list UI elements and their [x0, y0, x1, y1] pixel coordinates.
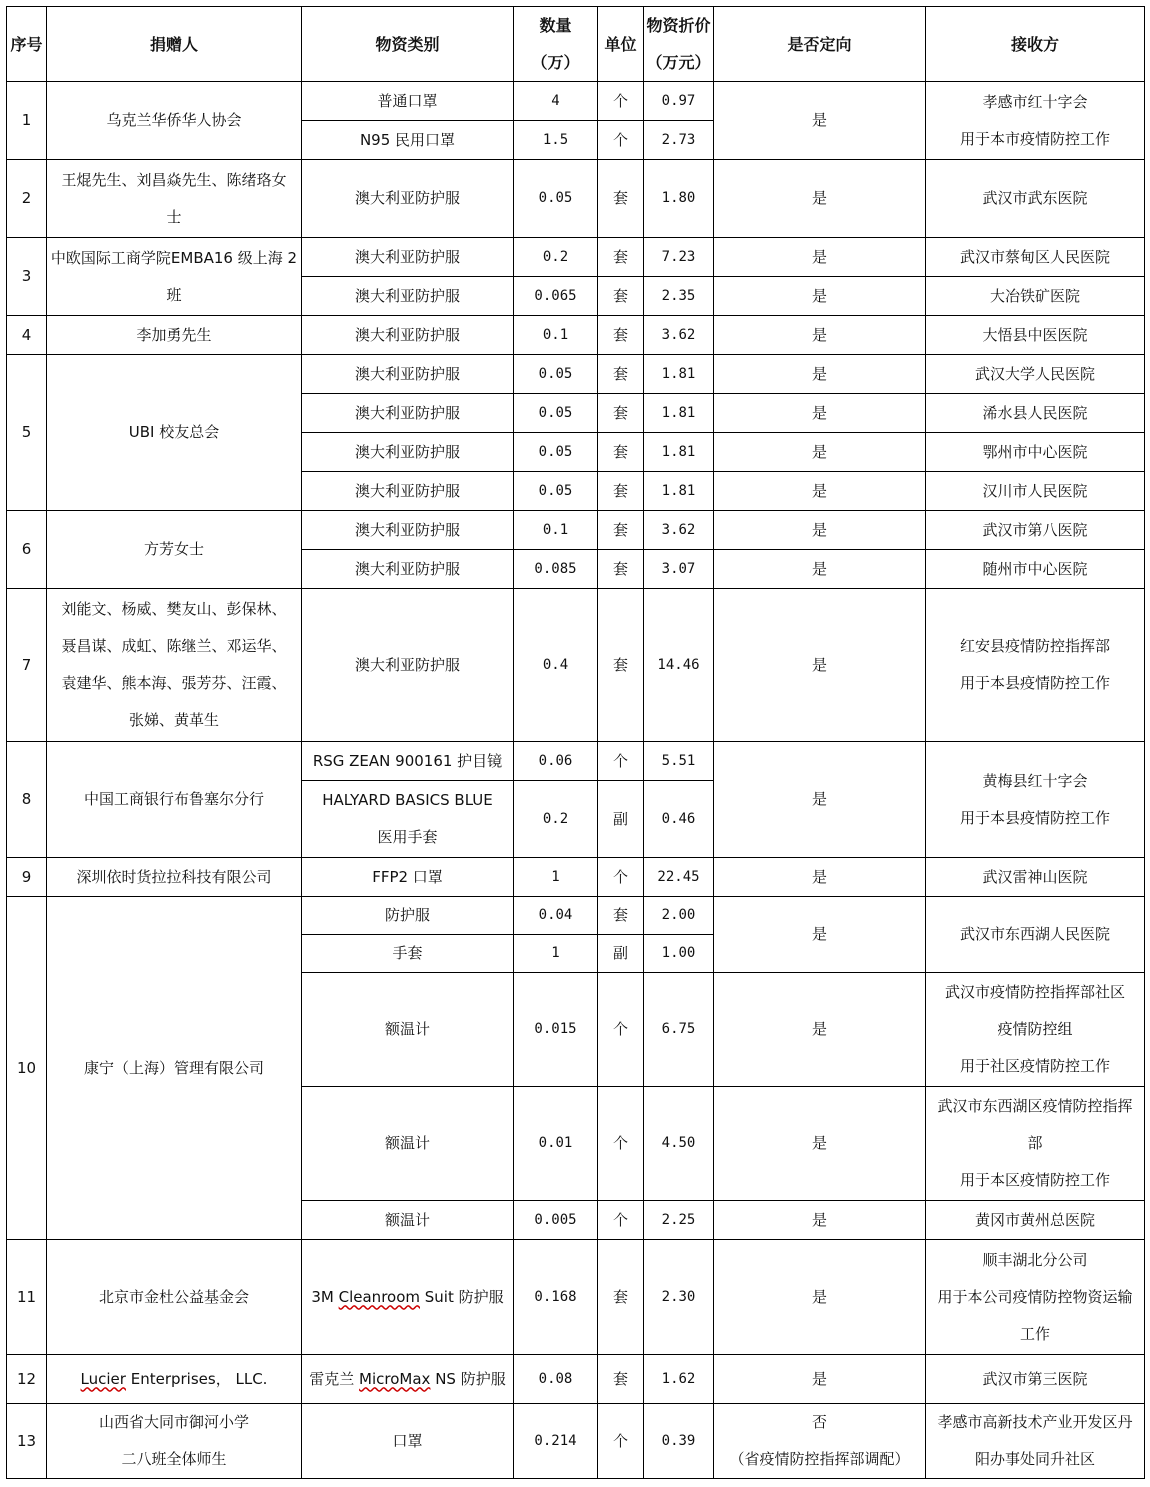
unit-cell: 套: [598, 472, 644, 511]
donor-cell: 王焜先生、刘昌焱先生、陈绪珞女 士: [47, 160, 302, 238]
category-cell: N95 民用口罩: [302, 121, 514, 160]
value-cell: 14.46: [644, 589, 714, 742]
value-cell: 2.35: [644, 277, 714, 316]
unit-cell: 个: [598, 1404, 644, 1479]
value-cell: 2.73: [644, 121, 714, 160]
unit-cell: 套: [598, 511, 644, 550]
donor-cell: 康宁（上海）管理有限公司: [47, 897, 302, 1240]
recipient-cell: 浠水县人民医院: [926, 394, 1145, 433]
table-row: [7, 1404, 1145, 1479]
seq-cell: 9: [7, 858, 47, 897]
unit-cell: 个: [598, 973, 644, 1087]
quantity-cell: 1: [514, 858, 598, 897]
donor-cell: 中欧国际工商学院EMBA16 级上海 2 班: [47, 238, 302, 316]
seq-cell: 12: [7, 1355, 47, 1404]
header-directed: 是否定向: [714, 7, 926, 82]
recipient-cell: 武汉市疫情防控指挥部社区 疫情防控组 用于社区疫情防控工作: [926, 973, 1145, 1087]
quantity-cell: 0.065: [514, 277, 598, 316]
category-cell: 澳大利亚防护服: [302, 511, 514, 550]
category-cell: 澳大利亚防护服: [302, 550, 514, 589]
value-cell: 2.30: [644, 1240, 714, 1355]
quantity-cell: 0.4: [514, 589, 598, 742]
table-row: [7, 1355, 1145, 1404]
unit-cell: 副: [598, 781, 644, 858]
donor-cell: UBI 校友总会: [47, 355, 302, 511]
seq-cell: 11: [7, 1240, 47, 1355]
unit-cell: 套: [598, 550, 644, 589]
value-cell: 2.00: [644, 897, 714, 935]
value-cell: 6.75: [644, 973, 714, 1087]
donation-table: [6, 6, 1145, 1479]
table-row: [7, 742, 1145, 781]
recipient-cell: 武汉雷神山医院: [926, 858, 1145, 897]
value-cell: 3.62: [644, 316, 714, 355]
directed-cell: 是: [714, 433, 926, 472]
value-cell: 4.50: [644, 1087, 714, 1201]
seq-cell: 1: [7, 82, 47, 160]
table-row: [7, 160, 1145, 238]
table-row: [7, 82, 1145, 121]
quantity-cell: 0.04: [514, 897, 598, 935]
quantity-cell: 0.005: [514, 1201, 598, 1240]
recipient-cell: 红安县疫情防控指挥部 用于本县疫情防控工作: [926, 589, 1145, 742]
recipient-cell: 鄂州市中心医院: [926, 433, 1145, 472]
recipient-cell: 黄冈市黄州总医院: [926, 1201, 1145, 1240]
directed-cell: 否 （省疫情防控指挥部调配）: [714, 1404, 926, 1479]
unit-cell: 套: [598, 433, 644, 472]
directed-cell: 是: [714, 1355, 926, 1404]
quantity-cell: 0.05: [514, 433, 598, 472]
seq-cell: 6: [7, 511, 47, 589]
quantity-cell: 0.05: [514, 472, 598, 511]
quantity-cell: 0.08: [514, 1355, 598, 1404]
category-cell: 雷克兰 MicroMax NS 防护服: [302, 1355, 514, 1404]
quantity-cell: 0.214: [514, 1404, 598, 1479]
value-cell: 1.80: [644, 160, 714, 238]
value-cell: 22.45: [644, 858, 714, 897]
directed-cell: 是: [714, 550, 926, 589]
directed-cell: 是: [714, 973, 926, 1087]
value-cell: 0.39: [644, 1404, 714, 1479]
header-quantity: 数量 （万）: [514, 7, 598, 82]
donor-cell: 深圳依时货拉拉科技有限公司: [47, 858, 302, 897]
unit-cell: 个: [598, 1201, 644, 1240]
value-cell: 0.97: [644, 82, 714, 121]
directed-cell: 是: [714, 160, 926, 238]
category-cell: 口罩: [302, 1404, 514, 1479]
category-cell: 额温计: [302, 973, 514, 1087]
header-seq: 序号: [7, 7, 47, 82]
unit-cell: 套: [598, 394, 644, 433]
header-unit: 单位: [598, 7, 644, 82]
donor-cell: 乌克兰华侨华人协会: [47, 82, 302, 160]
table-row: [7, 589, 1145, 742]
category-cell: 澳大利亚防护服: [302, 160, 514, 238]
recipient-cell: 大悟县中医医院: [926, 316, 1145, 355]
category-cell: 澳大利亚防护服: [302, 433, 514, 472]
unit-cell: 个: [598, 742, 644, 781]
value-cell: 7.23: [644, 238, 714, 277]
directed-cell: 是: [714, 82, 926, 160]
unit-cell: 套: [598, 1240, 644, 1355]
unit-cell: 套: [598, 1355, 644, 1404]
directed-cell: 是: [714, 742, 926, 858]
recipient-cell: 大冶铁矿医院: [926, 277, 1145, 316]
value-cell: 1.62: [644, 1355, 714, 1404]
recipient-cell: 武汉大学人民医院: [926, 355, 1145, 394]
donor-cell: 山西省大同市御河小学 二八班全体师生: [47, 1404, 302, 1479]
unit-cell: 个: [598, 82, 644, 121]
unit-cell: 套: [598, 589, 644, 742]
category-cell: 澳大利亚防护服: [302, 238, 514, 277]
recipient-cell: 随州市中心医院: [926, 550, 1145, 589]
quantity-cell: 0.06: [514, 742, 598, 781]
category-cell: 防护服: [302, 897, 514, 935]
directed-cell: 是: [714, 355, 926, 394]
category-cell: 澳大利亚防护服: [302, 277, 514, 316]
unit-cell: 副: [598, 935, 644, 973]
quantity-cell: 0.05: [514, 160, 598, 238]
header-recipient: 接收方: [926, 7, 1145, 82]
directed-cell: 是: [714, 394, 926, 433]
directed-cell: 是: [714, 511, 926, 550]
quantity-cell: 0.1: [514, 511, 598, 550]
unit-cell: 套: [598, 355, 644, 394]
recipient-cell: 武汉市东西湖区疫情防控指挥 部 用于本区疫情防控工作: [926, 1087, 1145, 1201]
quantity-cell: 0.085: [514, 550, 598, 589]
category-cell: 澳大利亚防护服: [302, 355, 514, 394]
recipient-cell: 汉川市人民医院: [926, 472, 1145, 511]
donor-cell: 李加勇先生: [47, 316, 302, 355]
category-cell: FFP2 口罩: [302, 858, 514, 897]
seq-cell: 8: [7, 742, 47, 858]
category-cell: 澳大利亚防护服: [302, 394, 514, 433]
donor-cell: 刘能文、杨威、樊友山、彭保林、 聂昌谋、成虹、陈继兰、邓运华、 袁建华、熊本海、張芳芬、汪霞、 张娣、黄革生: [47, 589, 302, 742]
table-row: [7, 355, 1145, 394]
value-cell: 3.62: [644, 511, 714, 550]
value-cell: 0.46: [644, 781, 714, 858]
category-cell: 普通口罩: [302, 82, 514, 121]
quantity-cell: 0.015: [514, 973, 598, 1087]
value-cell: 2.25: [644, 1201, 714, 1240]
category-cell: 澳大利亚防护服: [302, 472, 514, 511]
directed-cell: 是: [714, 277, 926, 316]
value-cell: 1.81: [644, 472, 714, 511]
value-cell: 1.81: [644, 394, 714, 433]
table-row: [7, 511, 1145, 550]
unit-cell: 个: [598, 121, 644, 160]
unit-cell: 个: [598, 1087, 644, 1201]
category-cell: 澳大利亚防护服: [302, 316, 514, 355]
quantity-cell: 0.1: [514, 316, 598, 355]
value-cell: 3.07: [644, 550, 714, 589]
table-row: [7, 897, 1145, 935]
recipient-cell: 武汉市武东医院: [926, 160, 1145, 238]
directed-cell: 是: [714, 1201, 926, 1240]
seq-cell: 5: [7, 355, 47, 511]
quantity-cell: 0.05: [514, 355, 598, 394]
seq-cell: 10: [7, 897, 47, 1240]
unit-cell: 套: [598, 160, 644, 238]
category-cell: HALYARD BASICS BLUE 医用手套: [302, 781, 514, 858]
seq-cell: 4: [7, 316, 47, 355]
category-cell: 手套: [302, 935, 514, 973]
quantity-cell: 0.05: [514, 394, 598, 433]
category-cell: 澳大利亚防护服: [302, 589, 514, 742]
directed-cell: 是: [714, 316, 926, 355]
quantity-cell: 0.01: [514, 1087, 598, 1201]
directed-cell: 是: [714, 1087, 926, 1201]
unit-cell: 套: [598, 277, 644, 316]
table-row: [7, 858, 1145, 897]
seq-cell: 3: [7, 238, 47, 316]
recipient-cell: 武汉市蔡甸区人民医院: [926, 238, 1145, 277]
directed-cell: 是: [714, 589, 926, 742]
category-cell: 额温计: [302, 1087, 514, 1201]
unit-cell: 套: [598, 316, 644, 355]
seq-cell: 13: [7, 1404, 47, 1479]
value-cell: 5.51: [644, 742, 714, 781]
quantity-cell: 0.2: [514, 238, 598, 277]
header-value: 物资折价 （万元）: [644, 7, 714, 82]
table-row: [7, 238, 1145, 277]
recipient-cell: 武汉市第八医院: [926, 511, 1145, 550]
directed-cell: 是: [714, 897, 926, 973]
directed-cell: 是: [714, 1240, 926, 1355]
seq-cell: 7: [7, 589, 47, 742]
header-category: 物资类别: [302, 7, 514, 82]
header-donor: 捐赠人: [47, 7, 302, 82]
unit-cell: 套: [598, 897, 644, 935]
donor-cell: 北京市金杜公益基金会: [47, 1240, 302, 1355]
quantity-cell: 1: [514, 935, 598, 973]
recipient-cell: 黄梅县红十字会 用于本县疫情防控工作: [926, 742, 1145, 858]
category-cell: 额温计: [302, 1201, 514, 1240]
value-cell: 1.00: [644, 935, 714, 973]
recipient-cell: 武汉市东西湖人民医院: [926, 897, 1145, 973]
seq-cell: 2: [7, 160, 47, 238]
category-cell: RSG ZEAN 900161 护目镜: [302, 742, 514, 781]
value-cell: 1.81: [644, 355, 714, 394]
directed-cell: 是: [714, 858, 926, 897]
directed-cell: 是: [714, 238, 926, 277]
recipient-cell: 顺丰湖北分公司 用于本公司疫情防控物资运输 工作: [926, 1240, 1145, 1355]
value-cell: 1.81: [644, 433, 714, 472]
recipient-cell: 孝感市高新技术产业开发区丹 阳办事处同升社区: [926, 1404, 1145, 1479]
unit-cell: 个: [598, 858, 644, 897]
recipient-cell: 武汉市第三医院: [926, 1355, 1145, 1404]
table-row: [7, 1240, 1145, 1355]
recipient-cell: 孝感市红十字会 用于本市疫情防控工作: [926, 82, 1145, 160]
table-header-row: [7, 7, 1145, 82]
donor-cell: Lucier Enterprises， LLC.: [47, 1355, 302, 1404]
unit-cell: 套: [598, 238, 644, 277]
directed-cell: 是: [714, 472, 926, 511]
quantity-cell: 0.168: [514, 1240, 598, 1355]
table-row: [7, 316, 1145, 355]
quantity-cell: 1.5: [514, 121, 598, 160]
donor-cell: 中国工商银行布鲁塞尔分行: [47, 742, 302, 858]
quantity-cell: 0.2: [514, 781, 598, 858]
quantity-cell: 4: [514, 82, 598, 121]
donor-cell: 方芳女士: [47, 511, 302, 589]
category-cell: 3M Cleanroom Suit 防护服: [302, 1240, 514, 1355]
